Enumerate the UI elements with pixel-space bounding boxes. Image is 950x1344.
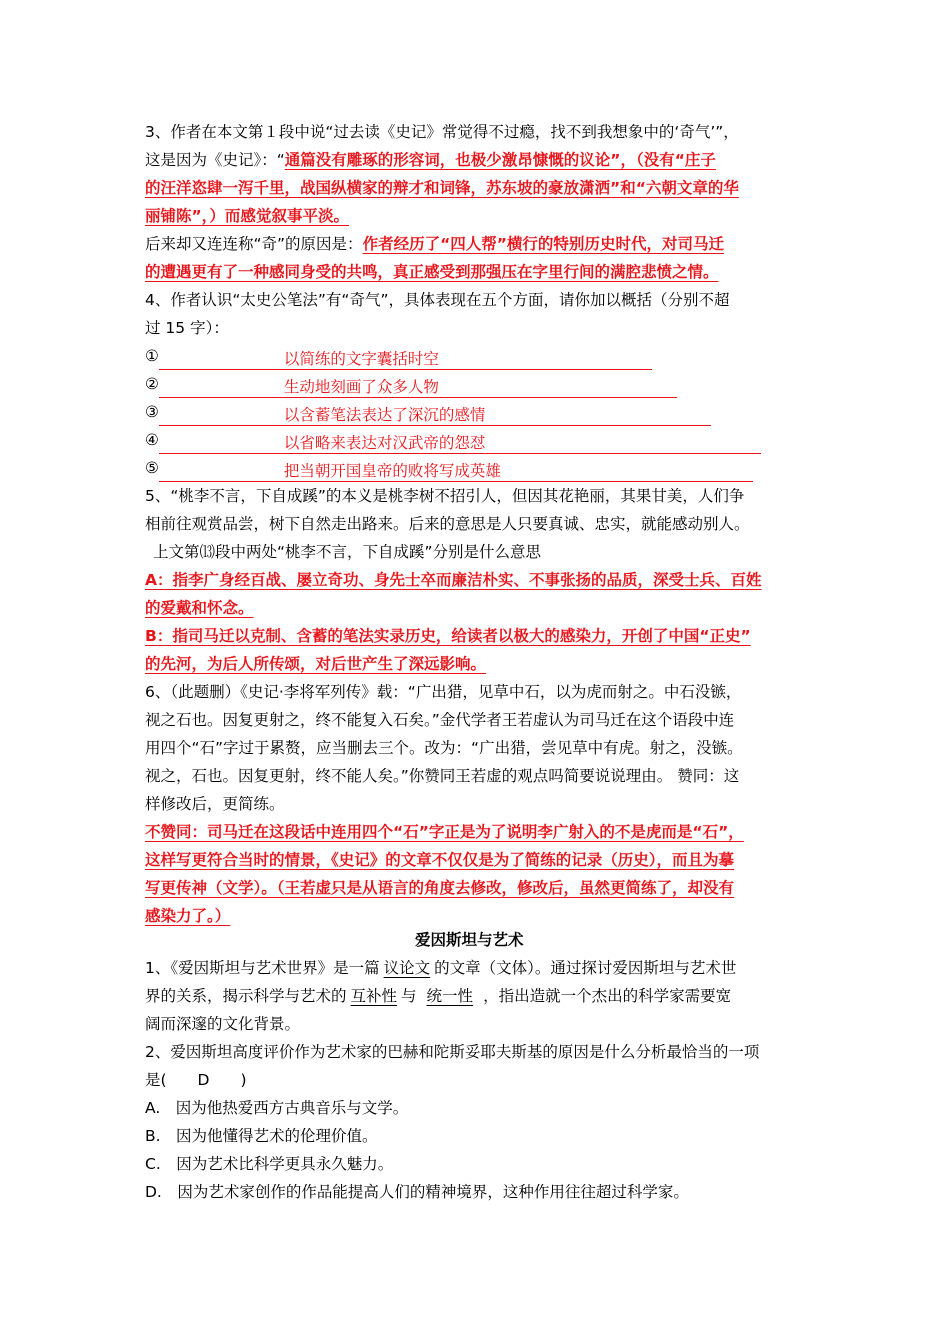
q4-item-answer: 以省略来表达对汉武帝的怨怼 [283, 434, 486, 452]
q4-line-2: 过 15 字）： [145, 319, 229, 337]
q4-item-num: ④ [145, 431, 159, 449]
q6-line-2: 视之石也。因复更射之，终不能复入石矣。”金代学者王若虚认为司马迁在这个语段中连 [145, 711, 735, 729]
q5-answer-b-1: B：指司马迁以克制、含蓄的笔法实录历史，给读者以极大的感染力，开创了中国“正史” [145, 627, 751, 645]
sec-q1-blank-2: 互补性 [350, 987, 398, 1005]
q3-prefix-2: 后来却又连连称“奇”的原因是： [145, 235, 363, 253]
sec-q1-line-1 [145, 954, 736, 982]
q4-item-answer: 以含蓄笔法表达了深沉的感情 [283, 406, 486, 424]
q4-item-2 [145, 370, 677, 398]
q6-answer-4: 感染力了。） [145, 907, 231, 925]
q6-answer-2: 这样写更符合当时的情景，《史记》的文章不仅仅是为了简练的记录（历史），而且为摹 [145, 851, 735, 869]
sec-q1-text: 的文章（文体）。通过探讨爱因斯坦与艺术世 [434, 959, 737, 977]
sec-q1-line-3: 阔而深邃的文化背景。 [145, 1015, 301, 1033]
sec-q2-option-d: D. 因为艺术家创作的作品能提高人们的精神境界，这种作用往往超过科学家。 [145, 1183, 689, 1201]
q6-line-1: 6、（此题删）《史记·李将军列传》载：“广出猎，见草中石，以为虎而射之。中石没镞， [145, 683, 742, 701]
q5-line-2: 相前往观赏品尝，树下自然走出路来。后来的意思是人只要真诚、忠实，就能感动别人。 [145, 515, 750, 533]
sec-q1-blank-1: 议论文 [383, 959, 431, 977]
q6-line-5: 样修改后，更简练。 [145, 795, 285, 813]
q3-line-1: 3、作者在本文第１段中说“过去读《史记》常觉得不过瘾，找不到我想象中的‘奇气’”， [145, 123, 739, 141]
q5-answer-a-1: A：指李广身经百战、屡立奇功、身先士卒而廉洁朴实、不事张扬的品质，深受士兵、百姓 [145, 571, 762, 589]
q6-line-3: 用四个“石”字过于累赘，应当删去三个。改为：“广出猎，尝见草中有虎。射之，没镞。 [145, 739, 743, 757]
q3-answer-4: 作者经历了“四人帮”横行的特别历史时代，对司马迁 [362, 235, 724, 253]
sec-q1-text: 界的关系，揭示科学与艺术的 [145, 987, 347, 1005]
q3-answer-2: 的汪洋恣肆一泻千里，战国纵横家的辩才和词锋，苏东坡的豪放潇洒”和“六朝文章的华 [145, 179, 739, 197]
sec-q2-option-b: B. 因为他懂得艺术的伦理价值。 [145, 1127, 378, 1145]
sec-q1-text: 与 [401, 987, 417, 1005]
q4-item-num: ② [145, 375, 159, 393]
section-title: 爱因斯坦与艺术 [415, 931, 524, 949]
sec-q1-blank-3: 统一性 [426, 987, 474, 1005]
q4-item-num: ③ [145, 403, 159, 421]
sec-q1-text: ，指出造就一个杰出的科学家需要宽 [483, 987, 732, 1005]
sec-q2-option-c: C. 因为艺术比科学更具永久魅力。 [145, 1155, 394, 1173]
q4-item-5 [145, 454, 753, 482]
q3-answer-5: 的遭遇更有了一种感同身受的共鸣，真正感受到那强压在字里行间的满腔悲愤之情。 [145, 263, 719, 281]
q4-item-1 [145, 342, 652, 370]
sec-q2-option-a: A. 因为他热爱西方古典音乐与文学。 [145, 1099, 409, 1117]
q5-answer-a-2: 的爱戴和怀念。 [145, 599, 254, 617]
q4-item-4 [145, 426, 761, 454]
q4-item-answer: 以简练的文字囊括时空 [283, 350, 439, 368]
q5-answer-b-2: 的先河，为后人所传颂，对后世产生了深远影响。 [145, 655, 487, 673]
q4-item-answer: 把当朝开国皇帝的败将写成英雄 [283, 462, 501, 480]
q6-answer-1: 不赞同：司马迁在这段话中连用四个“石”字正是为了说明李广射入的不是虎而是“石”， [145, 823, 744, 841]
sec-q1-text: 1、《爱因斯坦与艺术世界》是一篇 [145, 959, 380, 977]
q3-line-5 [145, 230, 724, 258]
q6-line-4: 视之，石也。因复更射，终不能人矣。”你赞同王若虚的观点吗简要说说理由。 赞同：这 [145, 767, 740, 785]
q3-prefix: 这是因为《史记》：“ [145, 151, 285, 169]
q3-answer-1: 通篇没有雕琢的形容词，也极少激昂慷慨的议论”，（没有“庄子 [284, 151, 716, 169]
q4-item-num: ⑤ [145, 459, 159, 477]
q6-answer-3: 写更传神（文学）。（王若虚只是从语言的角度去修改，修改后，虽然更简练了，却没有 [145, 879, 735, 897]
sec-q1-line-2 [145, 982, 731, 1010]
q4-item-answer: 生动地刻画了众多人物 [283, 378, 439, 396]
sec-q2-line-1: 2、爱因斯坦高度评价作为艺术家的巴赫和陀斯妥耶夫斯基的原因是什么分析最恰当的一项 [145, 1043, 760, 1061]
q4-item-3 [145, 398, 711, 426]
q4-item-num: ① [145, 347, 159, 365]
q5-line-3: 上文第⒀段中两处“桃李不言，下自成蹊”分别是什么意思 [153, 543, 542, 561]
q3-answer-3: 丽铺陈”，）而感觉叙事平淡。 [145, 207, 349, 225]
q3-line-2 [145, 146, 716, 174]
q5-line-1: 5、“桃李不言，下自成蹊”的本义是桃李树不招引人，但因其花艳丽，其果甘美，人们争 [145, 487, 745, 505]
q4-line-1: 4、作者认识“太史公笔法”有“奇气”，具体表现在五个方面，请你加以概括（分别不超 [145, 291, 730, 309]
sec-q2-line-2: 是( D ) [145, 1071, 247, 1089]
